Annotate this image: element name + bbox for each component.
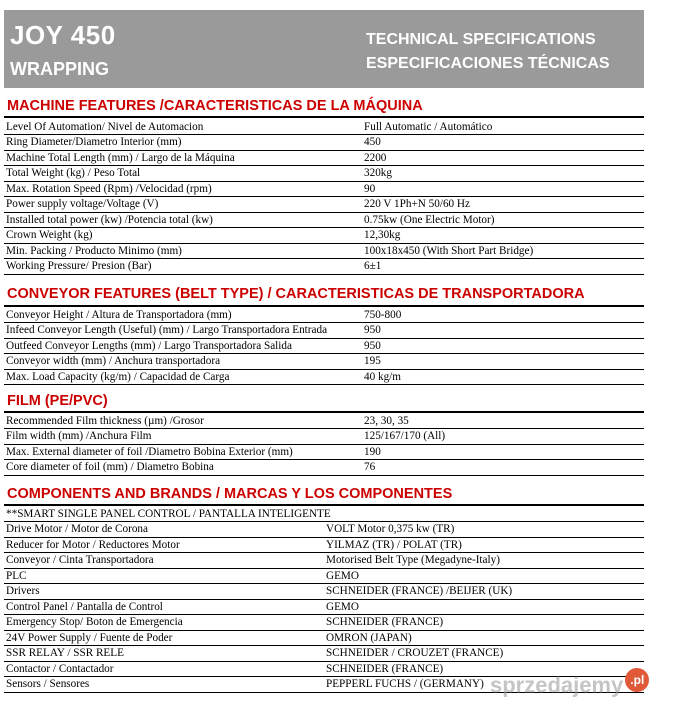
components-note: **SMART SINGLE PANEL CONTROL / PANTALLA INTELIGENTE [4, 506, 644, 522]
spec-value: YILMAZ (TR) / POLAT (TR) [324, 537, 644, 553]
spec-label: Working Pressure/ Presion (Bar) [4, 259, 362, 275]
spec-value: OMRON (JAPAN) [324, 630, 644, 646]
spec-value: 12,30kg [362, 228, 644, 244]
table-row [4, 243, 644, 259]
table-row [4, 354, 644, 370]
table-row [4, 413, 644, 429]
table-row [4, 553, 644, 569]
watermark-text: sprzedajemy [490, 672, 624, 698]
spec-label: Min. Packing / Producto Minimo (mm) [4, 243, 362, 259]
spec-label: Conveyor / Cinta Transportadora [4, 553, 324, 569]
spec-label: Outfeed Conveyor Lengths (mm) / Largo Transportadora Salida [4, 338, 362, 354]
spec-label: Power supply voltage/Voltage (V) [4, 197, 362, 213]
table-row [4, 584, 644, 600]
table-row [4, 307, 644, 323]
spec-heading-es: ESPECIFICACIONES TÉCNICAS [366, 55, 610, 72]
table-row [4, 369, 644, 385]
table-row [4, 197, 644, 213]
spec-label: PLC [4, 568, 324, 584]
spec-value: 76 [362, 460, 644, 476]
components-spec-table [4, 506, 644, 693]
spec-value: 90 [362, 181, 644, 197]
model-subtitle: WRAPPING [10, 59, 109, 79]
spec-value: 195 [362, 354, 644, 370]
watermark-badge: .pl [625, 668, 649, 692]
table-row [4, 181, 644, 197]
table-row [4, 166, 644, 182]
spec-value: 750-800 [362, 307, 644, 323]
table-row [4, 630, 644, 646]
spec-label: Max. External diameter of foil /Diametro Bobina Exterior (mm) [4, 444, 362, 460]
spec-label: Sensors / Sensores [4, 677, 324, 693]
table-row [4, 323, 644, 339]
spec-value: SCHNEIDER (FRANCE) [324, 661, 644, 677]
table-row [4, 615, 644, 631]
table-row [4, 646, 644, 662]
spec-value: 450 [362, 135, 644, 151]
spec-value: 100x18x450 (With Short Part Bridge) [362, 243, 644, 259]
spec-label: Recommended Film thickness (µm) /Grosor [4, 413, 362, 429]
table-row [4, 338, 644, 354]
spec-value: 23, 30, 35 [362, 413, 644, 429]
table-row [4, 259, 644, 275]
spec-value: 0.75kw (One Electric Motor) [362, 212, 644, 228]
header-banner [4, 10, 644, 88]
watermark [490, 668, 649, 698]
spec-label: Machine Total Length (mm) / Largo de la Máquina [4, 150, 362, 166]
spec-value: GEMO [324, 568, 644, 584]
machine-spec-table [4, 119, 644, 275]
spec-label: Contactor / Contactador [4, 661, 324, 677]
section-rule [4, 116, 644, 118]
spec-value: 125/167/170 (All) [362, 429, 644, 445]
spec-label: Control Panel / Pantalla de Control [4, 599, 324, 615]
table-row [4, 212, 644, 228]
spec-label: SSR RELAY / SSR RELE [4, 646, 324, 662]
spec-value: SCHNEIDER (FRANCE) [324, 615, 644, 631]
spec-value: PEPPERL FUCHS / (GERMANY) [324, 677, 644, 693]
spec-label: Ring Diameter/Diametro Interior (mm) [4, 135, 362, 151]
spec-value: Motorised Belt Type (Megadyne-Italy) [324, 553, 644, 569]
spec-label: Crown Weight (kg) [4, 228, 362, 244]
spec-value: 6±1 [362, 259, 644, 275]
spec-value: SCHNEIDER / CROUZET (FRANCE) [324, 646, 644, 662]
spec-value: Full Automatic / Automático [362, 119, 644, 135]
spec-value: 950 [362, 323, 644, 339]
table-row [4, 228, 644, 244]
spec-value: VOLT Motor 0,375 kw (TR) [324, 522, 644, 538]
spec-label: Drivers [4, 584, 324, 600]
table-row [4, 568, 644, 584]
spec-value: 320kg [362, 166, 644, 182]
spec-value: 2200 [362, 150, 644, 166]
spec-value: 40 kg/m [362, 369, 644, 385]
spec-label: Installed total power (kw) /Potencia total (kw) [4, 212, 362, 228]
spec-value: 190 [362, 444, 644, 460]
spec-label: Conveyor Height / Altura de Transportadora (mm) [4, 307, 362, 323]
table-row [4, 119, 644, 135]
spec-value: 220 V 1Ph+N 50/60 Hz [362, 197, 644, 213]
table-row [4, 429, 644, 445]
spec-label: Emergency Stop/ Boton de Emergencia [4, 615, 324, 631]
table-row [4, 135, 644, 151]
spec-value: 950 [362, 338, 644, 354]
spec-label: Level Of Automation/ Nivel de Automacion [4, 119, 362, 135]
spec-label: Drive Motor / Motor de Corona [4, 522, 324, 538]
spec-label: Conveyor width (mm) / Anchura transportadora [4, 354, 362, 370]
film-spec-table [4, 413, 644, 476]
table-row [4, 150, 644, 166]
table-row [4, 506, 644, 522]
spec-heading-en: TECHNICAL SPECIFICATIONS [366, 31, 596, 48]
section-title-film: FILM (PE/PVC) [7, 393, 108, 409]
spec-label: Film width (mm) /Anchura Film [4, 429, 362, 445]
spec-label: Reducer for Motor / Reductores Motor [4, 537, 324, 553]
table-row [4, 444, 644, 460]
spec-label: Total Weight (kg) / Peso Total [4, 166, 362, 182]
section-title-machine: MACHINE FEATURES /CARACTERISTICAS DE LA MÁQUINA [7, 98, 423, 114]
spec-label: Max. Rotation Speed (Rpm) /Velocidad (rpm) [4, 181, 362, 197]
conveyor-spec-table [4, 307, 644, 385]
table-row [4, 522, 644, 538]
section-title-conveyor: CONVEYOR FEATURES (BELT TYPE) / CARACTERISTICAS DE TRANSPORTADORA [7, 286, 585, 302]
spec-value: GEMO [324, 599, 644, 615]
spec-label: 24V Power Supply / Fuente de Poder [4, 630, 324, 646]
table-row [4, 460, 644, 476]
spec-label: Max. Load Capacity (kg/m) / Capacidad de Carga [4, 369, 362, 385]
spec-value: SCHNEIDER (FRANCE) /BEIJER (UK) [324, 584, 644, 600]
table-row [4, 537, 644, 553]
section-title-components: COMPONENTS AND BRANDS / MARCAS Y LOS COMPONENTES [7, 486, 453, 502]
spec-heading [366, 28, 610, 76]
model-name: JOY 450 [10, 20, 116, 50]
spec-label: Infeed Conveyor Length (Useful) (mm) / Largo Transportadora Entrada [4, 323, 362, 339]
table-row [4, 599, 644, 615]
spec-label: Core diameter of foil (mm) / Diametro Bobina [4, 460, 362, 476]
